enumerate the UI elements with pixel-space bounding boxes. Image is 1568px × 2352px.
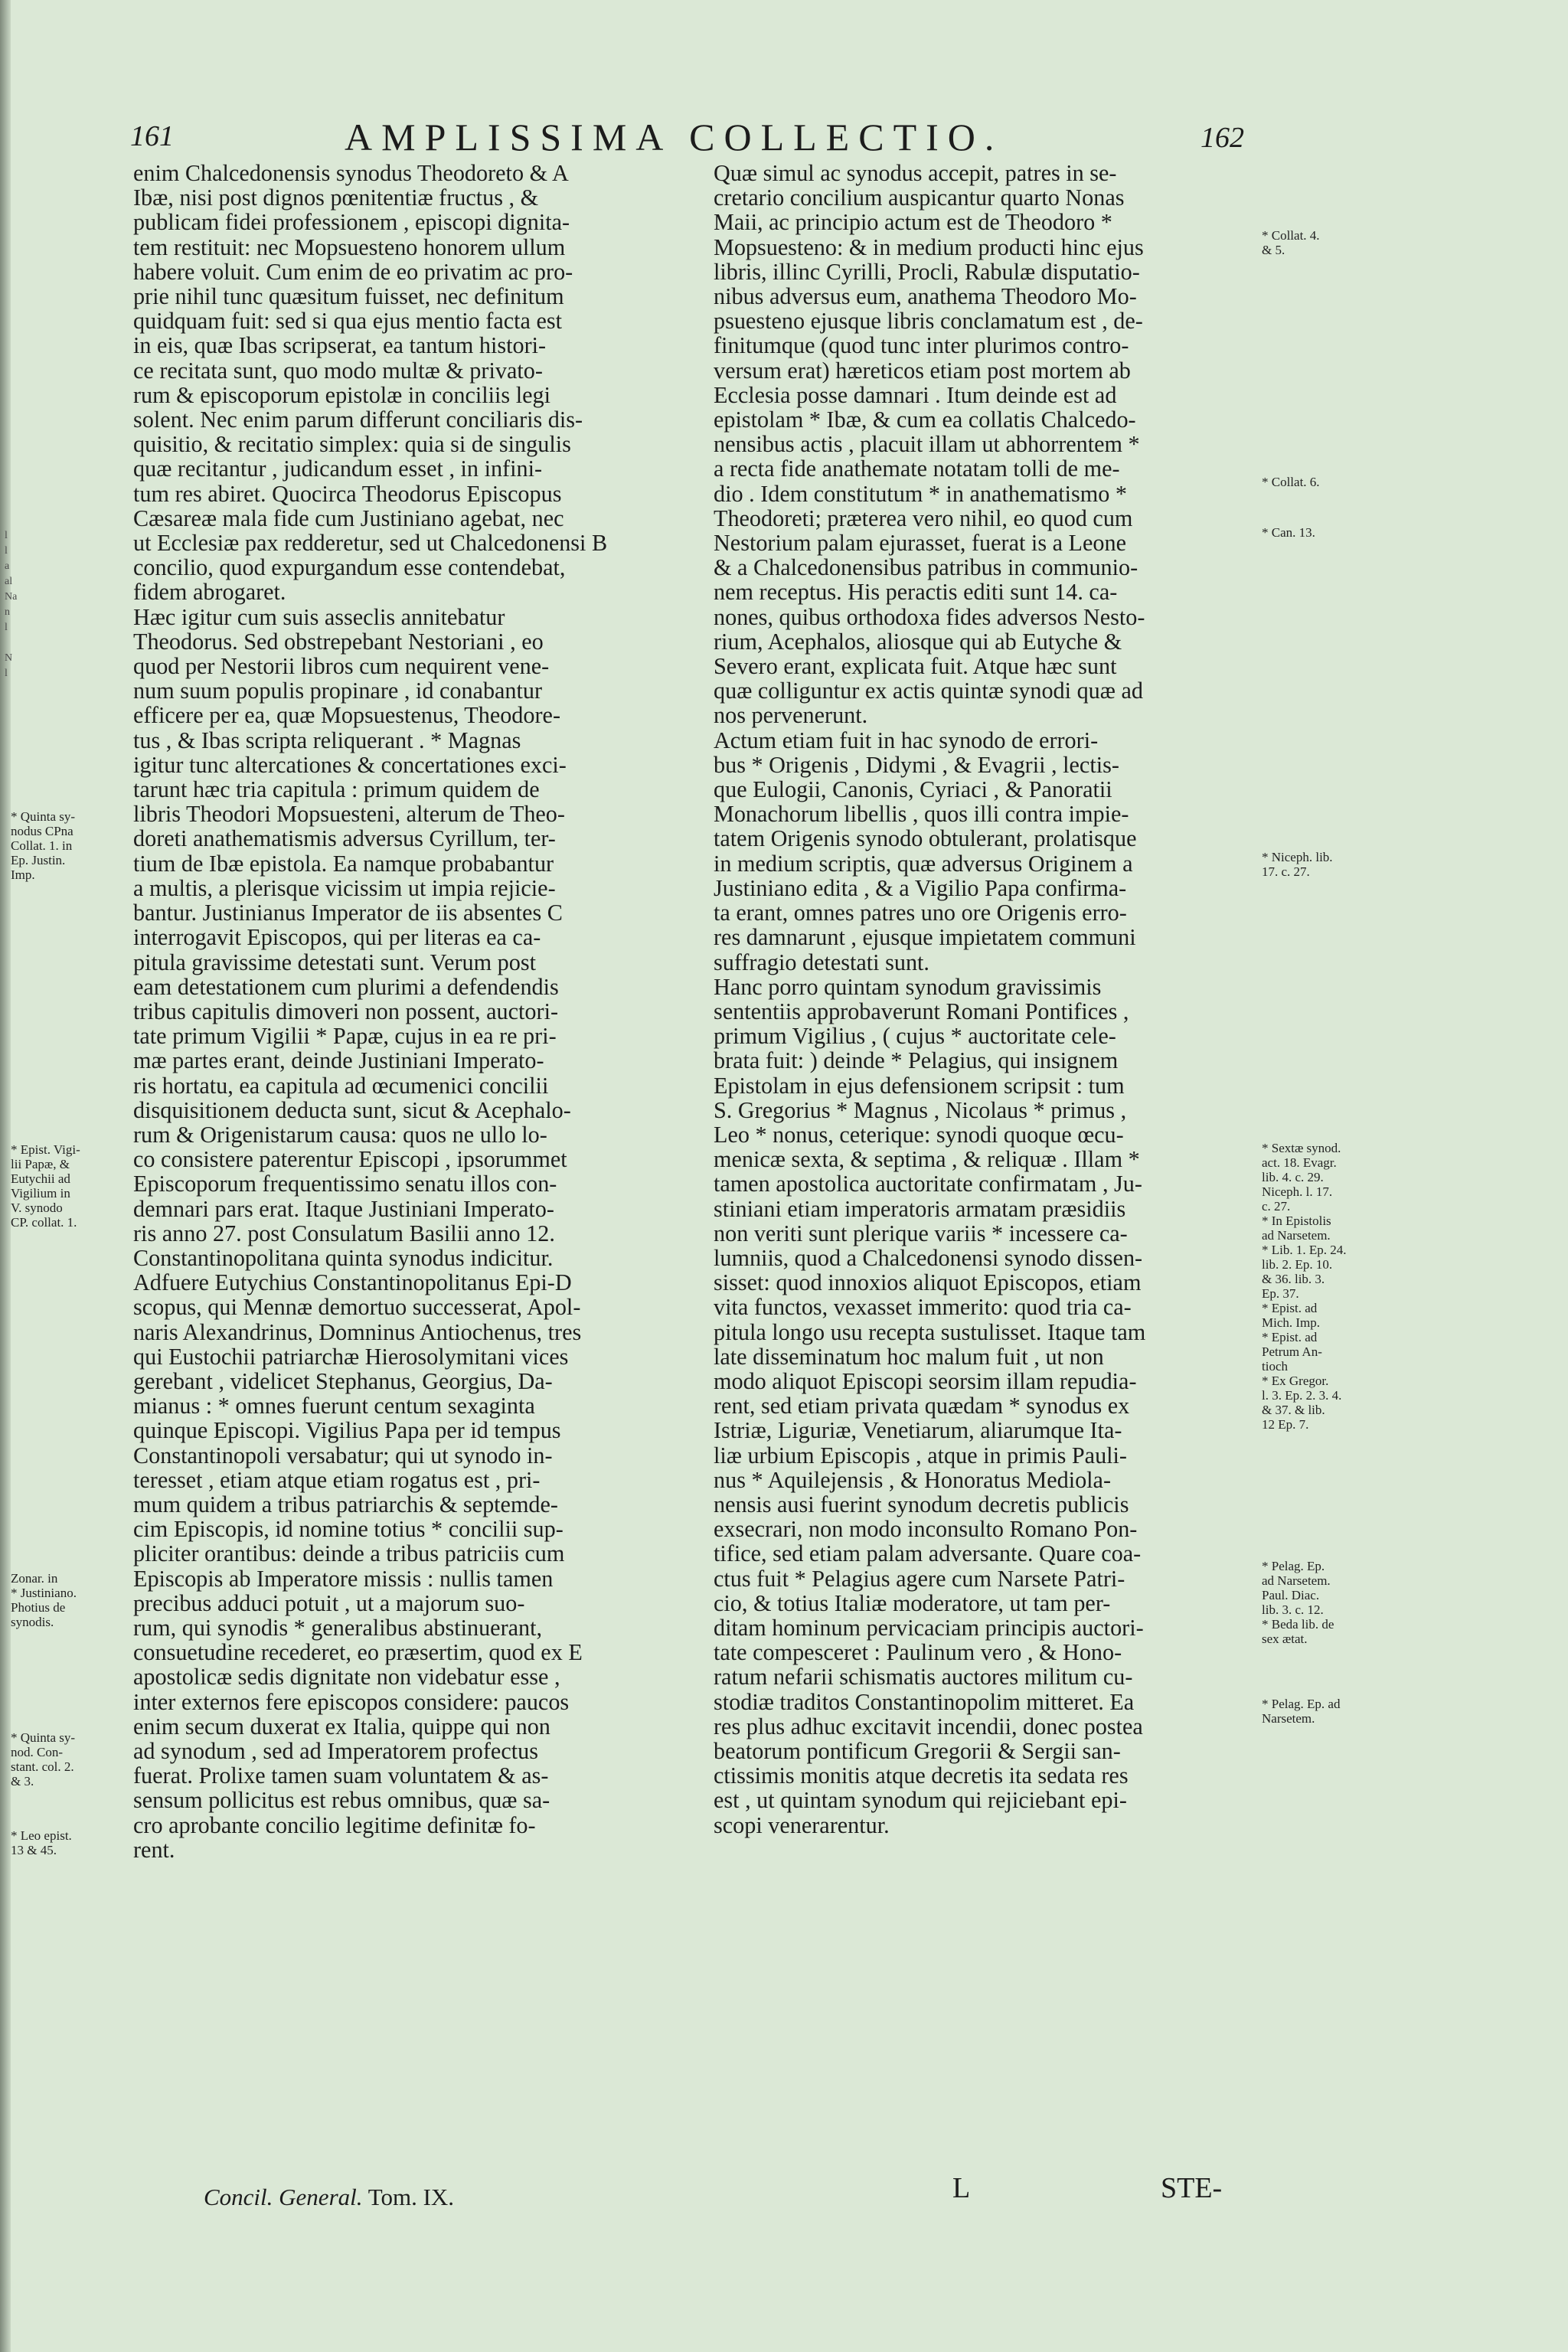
text-line: pitula gravissime detestati sunt. Verum post: [133, 949, 536, 975]
text-line: nensis ausi fuerint synodum decretis publicis: [714, 1491, 1129, 1517]
text-line: tamen apostolica auctoritate confirmatam , Ju-: [714, 1171, 1142, 1197]
text-line: Episcopis ab Imperatore missis : nullis tamen: [133, 1565, 554, 1592]
text-line: ce recitata sunt, quo modo multæ & privato-: [133, 357, 543, 384]
text-line: Constantinopolitana quinta synodus indicitur.: [133, 1244, 554, 1271]
text-line: fuerat. Prolixe tamen suam voluntatem & as-: [133, 1762, 549, 1789]
text-line: scopus, qui Mennæ demortuo successerat, Apol-: [133, 1294, 581, 1321]
page-number-right: 162: [1200, 122, 1244, 154]
text-line: tarunt hæc tria capitula : primum quidem de: [133, 776, 540, 803]
text-line: concilio, quod expurgandum esse contendebat,: [133, 554, 566, 581]
text-line: disquisitionem deducta sunt, sicut & Acephalo-: [133, 1096, 571, 1123]
text-line: bantur. Justinianus Imperator de iis absentes C: [133, 900, 563, 926]
text-line: Ecclesia posse damnari . Itum deinde est ad: [714, 381, 1117, 408]
gutter-bleed-marks: l l a al Na n l N l: [5, 530, 18, 679]
text-line: naris Alexandrinus, Domninus Antiochenus, tres: [133, 1318, 582, 1345]
text-line: habere voluit. Cum enim de eo privatim ac pro-: [133, 258, 573, 285]
text-line: enim Chalcedonensis synodus Theodoreto & A: [133, 160, 569, 186]
text-line: Leo * nonus, ceterique: synodi quoque œcu-: [714, 1121, 1124, 1148]
text-line: pitula longo usu recepta sustulisset. Itaque tam: [714, 1318, 1146, 1345]
text-line: modo aliquot Episcopi seorsim illam repudia-: [714, 1367, 1137, 1394]
footer-tome: Tom. IX.: [368, 2184, 455, 2210]
text-line: liæ urbium Episcopis , atque in primis Pauli-: [714, 1442, 1127, 1468]
text-line: mæ partes erant, deinde Justiniani Imperato-: [133, 1047, 544, 1074]
text-line: tate primum Vigilii * Papæ, cujus in ea re pri-: [133, 1023, 557, 1050]
text-line: quinque Episcopi. Vigilius Papa per id tempus: [133, 1417, 561, 1444]
text-line: cio, & totius Italiæ moderatore, ut tam per-: [714, 1589, 1111, 1616]
text-line: finitumque (quod tunc inter plurimos contro-: [714, 332, 1129, 359]
text-line: Mopsuesteno: & in medium producti hinc ejus: [714, 234, 1144, 260]
margin-note-left: * Quinta sy- nodus CPna Collat. 1. in Ep. Justin. Imp.: [11, 809, 76, 882]
right-text-column: [714, 161, 1253, 1838]
text-line: Episcoporum frequentissimo senatu illos con-: [133, 1171, 557, 1197]
text-line: in eis, quæ Ibas scripserat, ea tantum histori-: [133, 332, 547, 359]
text-line: Hanc porro quintam synodum gravissimis: [714, 973, 1102, 1000]
text-line: ditam hominum pervicaciam principis auctori-: [714, 1614, 1144, 1641]
text-line: apostolicæ sedis dignitate non videbatur esse ,: [133, 1664, 560, 1690]
text-line: prie nihil tunc quæsitum fuisset, nec definitum: [133, 283, 564, 310]
text-line: tum res abiret. Quocirca Theodorus Episcopus: [133, 480, 562, 507]
text-line: menicæ sexta, & septima , & reliquæ . Illam *: [714, 1146, 1140, 1173]
text-line: & a Chalcedonensibus patribus in communio-: [714, 554, 1138, 581]
text-line: brata fuit: ) deinde * Pelagius, qui insignem: [714, 1047, 1119, 1074]
text-line: rum & Origenistarum causa: quos ne ullo lo-: [133, 1121, 547, 1148]
footer-volume: [204, 2184, 454, 2211]
margin-note-left: Zonar. in * Justiniano. Photius de synodis.: [11, 1571, 77, 1629]
text-line: mianus : * omnes fuerunt centum sexaginta: [133, 1393, 535, 1419]
text-line: fidem abrogaret.: [133, 579, 286, 606]
text-line: eam detestationem cum plurimi a defendendis: [133, 973, 559, 1000]
text-line: tem restituit: nec Mopsuesteno honorem ullum: [133, 234, 566, 260]
text-line: Epistolam in ejus defensionem scripsit : tum: [714, 1072, 1125, 1099]
margin-note-right: * Pelag. Ep. ad Narsetem.: [1262, 1697, 1341, 1726]
text-line: epistolam * Ibæ, & cum ea collatis Chalcedo-: [714, 407, 1136, 433]
text-line: Quæ simul ac synodus accepit, patres in se-: [714, 160, 1117, 186]
text-line: nos pervenerunt.: [714, 702, 868, 729]
text-line: inter externos fere episcopos considere: paucos: [133, 1688, 570, 1715]
text-line: solent. Nec enim parum differunt conciliaris dis-: [133, 407, 583, 433]
text-line: primum Vigilius , ( cujus * auctoritate cele-: [714, 1023, 1116, 1050]
text-line: publicam fidei professionem , episcopi dignita-: [133, 209, 570, 236]
text-line: tate compesceret : Paulinum vero , & Hono-: [714, 1639, 1122, 1666]
text-line: Nestorium palam ejurasset, fuerat is a Leone: [714, 530, 1126, 557]
margin-note-right: * Pelag. Ep. ad Narsetem. Paul. Diac. lib. 3. c. 12. * Beda lib. de sex ætat.: [1262, 1559, 1334, 1646]
text-line: tus , & Ibas scripta reliquerant . * Magnas: [133, 727, 521, 753]
text-line: Hæc igitur cum suis asseclis annitebatur: [133, 603, 505, 630]
text-line: nones, quibus orthodoxa fides adversos Nesto-: [714, 603, 1145, 630]
text-line: enim secum duxerat ex Italia, quippe qui non: [133, 1713, 550, 1740]
text-line: suffragio detestati sunt.: [714, 949, 929, 975]
margin-note-left: * Leo epist. 13 & 45.: [11, 1828, 72, 1857]
margin-note-right: * Collat. 6.: [1262, 475, 1320, 489]
text-line: Theodoreti; præterea vero nihil, eo quod cum: [714, 505, 1133, 531]
text-line: ctus fuit * Pelagius agere cum Narsete Patri-: [714, 1565, 1125, 1592]
text-line: ris anno 27. post Consulatum Basilii anno 12.: [133, 1220, 555, 1246]
text-line: late disseminatum hoc malum fuit , ut non: [714, 1343, 1104, 1370]
margin-note-right: * Sextæ synod. act. 18. Evagr. lib. 4. c. 29. Niceph. l. 17. c. 27. * In Epistolis ad Narsetem. * Lib. 1. Ep. 24. lib. 2. Ep. 10. & 36. lib. 3. Ep. 37. * Epist. ad Mich. Imp. * Epist. ad Petrum An- tioch * Ex Gregor. l. 3. Ep. 2. 3. 4. & 37. & lib. 12 Ep. 7.: [1262, 1141, 1347, 1432]
text-line: doreti anathematismis adversus Cyrillum, ter-: [133, 825, 556, 852]
text-line: vita functos, vexasset immerito: quod tria ca-: [714, 1294, 1132, 1321]
text-line: pliciter orantibus: deinde a tribus patriciis cum: [133, 1540, 565, 1567]
text-line: ratum nefarii schismatis auctores militum cu-: [714, 1664, 1133, 1690]
text-line: a recta fide anathemate notatam tolli de me-: [714, 456, 1120, 482]
text-line: quæ recitantur , judicandum esset , in infini-: [133, 456, 543, 482]
text-line: Maii, ac principio actum est de Theodoro *: [714, 209, 1112, 236]
text-line: versum erat) hæreticos etiam post mortem ab: [714, 357, 1131, 384]
text-line: Istriæ, Liguriæ, Venetiarum, aliarumque Ita-: [714, 1417, 1122, 1444]
margin-note-left: * Quinta sy- nod. Con- stant. col. 2. & 3.: [11, 1730, 76, 1788]
text-line: res damnarunt , ejusque impietatem communi: [714, 924, 1136, 951]
text-line: rent.: [133, 1836, 175, 1863]
text-line: est , ut quintam synodum qui rejiciebant epi-: [714, 1787, 1127, 1814]
text-line: ta erant, omnes patres uno ore Origenis erro-: [714, 900, 1127, 926]
text-line: exsecrari, non modo inconsulto Romano Pon-: [714, 1516, 1138, 1543]
text-line: co consistere paterentur Episcopi , ipsorummet: [133, 1146, 567, 1173]
text-line: gerebant , videlicet Stephanus, Georgius, Da-: [133, 1367, 553, 1394]
margin-note-right: * Can. 13.: [1262, 525, 1315, 540]
text-line: demnari pars erat. Itaque Justiniani Imperato-: [133, 1195, 554, 1222]
text-line: ut Ecclesiæ pax redderetur, sed ut Chalcedonensi B: [133, 530, 608, 557]
margin-note-right: * Collat. 4. & 5.: [1262, 228, 1320, 257]
text-line: nensibus actis , placuit illam ut abhorrentem *: [714, 431, 1140, 458]
text-line: quæ colliguntur ex actis quintæ synodi quæ ad: [714, 678, 1143, 704]
footer-book-title: Concil. General.: [204, 2184, 363, 2210]
text-line: consuetudine recederet, eo præsertim, quod ex E: [133, 1639, 583, 1666]
text-line: ad synodum , sed ad Imperatorem profectus: [133, 1738, 538, 1764]
text-line: Constantinopoli versabatur; qui ut synodo in-: [133, 1442, 553, 1468]
text-line: dio . Idem constitutum * in anathematismo *: [714, 480, 1127, 507]
text-line: efficere per ea, quæ Mopsuestenus, Theodore-: [133, 702, 560, 729]
text-line: stodiæ traditos Constantinopolim mitteret. Ea: [714, 1688, 1135, 1715]
text-line: quisitio, & recitatio simplex: quia si de singulis: [133, 431, 571, 458]
text-line: tatem Origenis synodo obtulerant, prolatisque: [714, 825, 1137, 852]
text-line: ris hortatu, ea capitula ad œcumenici concilii: [133, 1072, 549, 1099]
text-line: sensum pollicitus est rebus omnibus, quæ sa-: [133, 1787, 550, 1814]
text-line: non veriti sunt plerique variis * incessere ca-: [714, 1220, 1128, 1246]
text-line: Adfuere Eutychius Constantinopolitanus Epi-D: [133, 1269, 572, 1296]
text-line: beatorum pontificum Gregorii & Sergii san-: [714, 1738, 1121, 1764]
page-gutter-shadow: [0, 0, 11, 2352]
text-line: libris Theodori Mopsuesteni, alterum de Theo-: [133, 801, 565, 828]
text-line: rum, qui synodis * generalibus abstinuerant,: [133, 1614, 543, 1641]
text-line: Cæsareæ mala fide cum Justiniano agebat, nec: [133, 505, 564, 531]
text-line: Actum etiam fuit in hac synodo de errori-: [714, 727, 1099, 753]
text-line: res plus adhuc excitavit incendii, donec postea: [714, 1713, 1143, 1740]
text-line: interrogavit Episcopos, qui per literas ea ca-: [133, 924, 541, 951]
running-title: AMPLISSIMA COLLECTIO.: [345, 116, 1004, 158]
text-line: que Eulogii, Canonis, Cyriaci , & Panoratii: [714, 776, 1112, 803]
text-line: tribus capitulis dimoveri non possent, auctori-: [133, 998, 559, 1024]
text-line: tifice, sed etiam palam adversante. Quare coa-: [714, 1540, 1142, 1567]
text-line: scopi venerarentur.: [714, 1811, 890, 1838]
text-line: cretario concilium auspicantur quarto Nonas: [714, 185, 1125, 211]
text-line: Severo erant, explicata fuit. Atque hæc sunt: [714, 653, 1117, 680]
text-line: a multis, a plerisque vicissim ut impia rejicie-: [133, 874, 556, 901]
margin-note-right: * Niceph. lib. 17. c. 27.: [1262, 850, 1333, 879]
text-line: Monachorum libellis , quos illi contra impie-: [714, 801, 1129, 828]
text-line: rium, Acephalos, aliosque qui ab Eutyche &: [714, 628, 1122, 655]
text-line: quidquam fuit: sed si qua ejus mentio facta est: [133, 308, 563, 335]
catchword: STE-: [1161, 2172, 1223, 2204]
text-line: igitur tunc altercationes & concertationes exci-: [133, 751, 567, 778]
text-line: Ibæ, nisi post dignos pœnitentiæ fructus , &: [133, 185, 539, 211]
text-line: rent, sed etiam privata quædam * synodus ex: [714, 1393, 1130, 1419]
page-number-left: 161: [130, 120, 174, 152]
text-line: cro aprobante concilio legitime definitæ fo-: [133, 1811, 536, 1838]
text-line: num suum populis propinare , id conabantur: [133, 678, 543, 704]
text-line: bus * Origenis , Didymi , & Evagrii , lectis-: [714, 751, 1119, 778]
text-line: Theodorus. Sed obstrepebant Nestoriani , eo: [133, 628, 544, 655]
text-line: nibus adversus eum, anathema Theodoro Mo-: [714, 283, 1137, 310]
text-line: sisset: quod innoxios aliquot Episcopos, etiam: [714, 1269, 1142, 1296]
text-line: lumniis, quod a Chalcedonensi synodo dissen-: [714, 1244, 1143, 1271]
text-line: nus * Aquilejensis , & Honoratus Mediola-: [714, 1466, 1112, 1493]
text-line: quod per Nestorii libros cum nequirent vene-: [133, 653, 550, 680]
text-line: sententiis approbaverunt Romani Pontifices ,: [714, 998, 1129, 1024]
text-line: teresset , etiam atque etiam rogatus est , pri-: [133, 1466, 541, 1493]
signature-mark: L: [952, 2172, 971, 2204]
text-line: cim Episcopis, id nomine totius * concilii sup-: [133, 1516, 564, 1543]
text-line: Justiniano edita , & a Vigilio Papa confirma-: [714, 874, 1127, 901]
text-line: in medium scriptis, quæ adversus Originem a: [714, 850, 1133, 877]
text-line: mum quidem a tribus patriarchis & septemde-: [133, 1491, 558, 1517]
text-line: ctissimis monitis atque decretis ita sedata res: [714, 1762, 1129, 1789]
text-line: qui Eustochii patriarchæ Hierosolymitani vices: [133, 1343, 569, 1370]
left-text-column: [133, 161, 704, 1862]
text-line: rum & episcoporum epistolæ in conciliis legi: [133, 381, 550, 408]
text-line: libris, illinc Cyrilli, Procli, Rabulæ disputatio-: [714, 258, 1140, 285]
text-line: precibus adduci potuit , ut a majorum suo-: [133, 1589, 525, 1616]
text-line: psuesteno ejusque libris conclamatum est , de-: [714, 308, 1143, 335]
text-line: S. Gregorius * Magnus , Nicolaus * primus ,: [714, 1096, 1127, 1123]
text-line: tium de Ibæ epistola. Ea namque probabantur: [133, 850, 554, 877]
text-line: nem receptus. His peractis editi sunt 14. ca-: [714, 579, 1118, 606]
margin-note-left: * Epist. Vigi- lii Papæ, & Eutychii ad Vigilium in V. synodo CP. collat. 1.: [11, 1142, 80, 1230]
text-line: stiniani etiam imperatoris armatam præsidiis: [714, 1195, 1126, 1222]
